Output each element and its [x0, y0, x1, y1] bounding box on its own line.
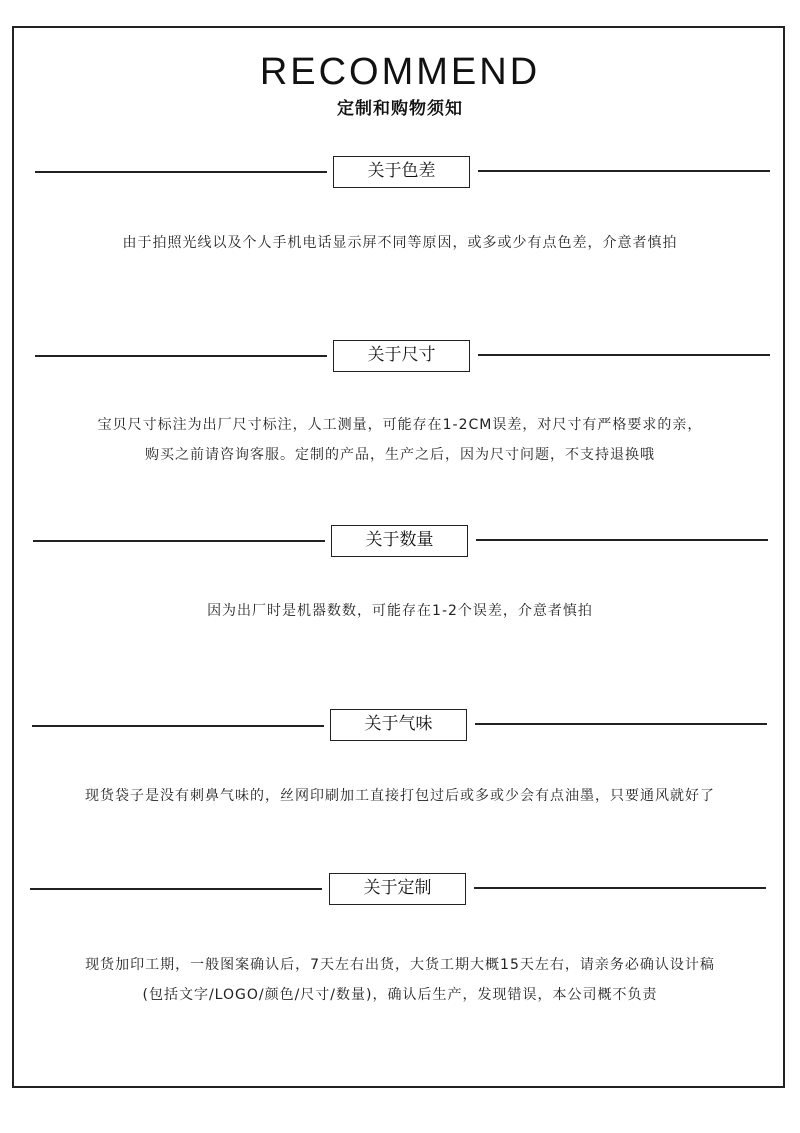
divider-right [478, 170, 770, 172]
section-text-quantity: 因为出厂时是机器数数，可能存在1-2个误差，介意者慎拍 [207, 603, 593, 619]
section-heading-size: 关于尺寸 [333, 340, 470, 372]
divider-right [478, 354, 770, 356]
divider-left [35, 355, 327, 357]
section-heading-odor: 关于气味 [330, 709, 467, 741]
divider-right [474, 887, 766, 889]
page-title: RECOMMEND [259, 51, 541, 93]
divider-left [30, 888, 322, 890]
section-text-size-line-2: 购买之前请咨询客服。定制的产品，生产之后，因为尺寸问题，不支持退换哦 [145, 447, 655, 463]
section-heading-customization: 关于定制 [329, 873, 466, 905]
section-text-customization-line-1: 现货加印工期，一般图案确认后，7天左右出货，大货工期大概15天左右，请亲务必确认设计稿 [85, 957, 715, 973]
page-subtitle: 定制和购物须知 [337, 99, 463, 119]
divider-left [33, 540, 325, 542]
divider-left [32, 725, 324, 727]
section-heading-quantity: 关于数量 [331, 525, 468, 557]
divider-right [475, 723, 767, 725]
section-text-color-difference: 由于拍照光线以及个人手机电话显示屏不同等原因，或多或少有点色差，介意者慎拍 [122, 235, 678, 251]
section-text-size-line-1: 宝贝尺寸标注为出厂尺寸标注，人工测量，可能存在1-2CM误差，对尺寸有严格要求的亲， [97, 417, 703, 433]
section-text-odor: 现货袋子是没有刺鼻气味的，丝网印刷加工直接打包过后或多或少会有点油墨，只要通风就好了 [85, 788, 715, 804]
divider-right [476, 539, 768, 541]
section-text-customization-line-2: (包括文字/LOGO/颜色/尺寸/数量)，确认后生产，发现错误，本公司概不负责 [142, 987, 658, 1003]
divider-left [35, 171, 327, 173]
section-heading-color-difference: 关于色差 [333, 156, 470, 188]
